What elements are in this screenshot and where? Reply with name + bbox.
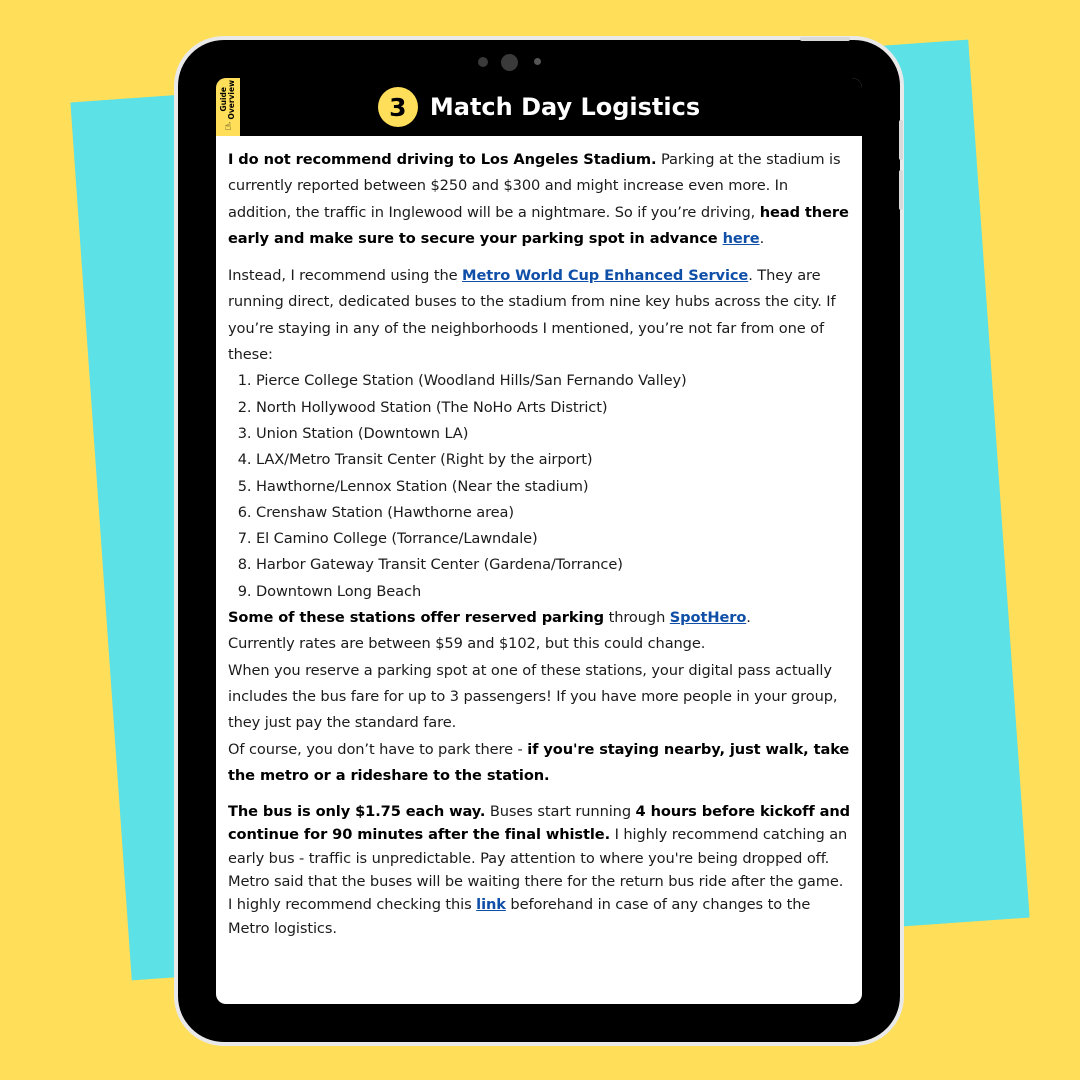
parking-here-link[interactable]: here — [722, 229, 760, 247]
tablet-screen — [216, 78, 862, 1004]
light-sensor — [534, 58, 541, 65]
paragraph-nearby — [228, 737, 850, 790]
driving-end: . — [759, 229, 765, 247]
list-item: 4. LAX/Metro Transit Center (Right by the airport) — [256, 447, 850, 473]
camera-bar — [178, 54, 900, 70]
section-header — [216, 78, 862, 136]
bus-hours-bold: 4 hours before kickoff and continue for 90 minutes after the final whistle. — [228, 803, 851, 844]
camera-lens — [501, 54, 518, 71]
bus-price-bold: The bus is only $1.75 each way. — [228, 803, 486, 821]
nearby-bold: if you're staying nearby, just walk, take the metro or a rideshare to the station. — [228, 740, 850, 784]
article-content — [216, 136, 862, 940]
paragraph-metro — [228, 263, 850, 368]
list-item: 3. Union Station (Downtown LA) — [256, 421, 850, 447]
metro-service-link[interactable]: Metro World Cup Enhanced Service — [462, 267, 749, 285]
nearby-text: Of course, you don’t have to park there - — [228, 740, 528, 758]
metro-logistics-link[interactable]: link — [476, 896, 506, 914]
metro-text-before: Instead, I recommend using the — [228, 267, 463, 285]
driving-text: Parking at the stadium is currently reported between $250 and $300 and might increase even more. In addition, the traffic in Inglewood will be a nightmare. So if you’re driving, — [228, 151, 841, 221]
tablet-volume-down-button — [899, 170, 903, 210]
tablet-volume-up-button — [899, 120, 903, 160]
paragraph-rates: Currently rates are between $59 and $102, but this could change. — [228, 635, 706, 653]
reserved-parking-text: through — [604, 609, 670, 627]
metro-text-after: . They are running direct, dedicated buses to the stadium from nine key hubs across the city. If you’re staying in any of the neighborhoods I mentioned, you’re not far from one of these: — [228, 267, 836, 364]
paragraph-bus-schedule — [228, 800, 850, 940]
tablet-frame — [178, 40, 900, 1042]
page-title: Match Day Logistics — [429, 93, 701, 121]
bus-schedule-text2: I highly recommend catching an early bus - traffic is unpredictable. Pay attention to where you're being dropped off. Metro said that the buses will be waiting there for the return bus ride after the game. I highly recommend checking this — [228, 826, 848, 914]
pointing-hand-icon: ☝ — [224, 119, 232, 133]
list-item: 7. El Camino College (Torrance/Lawndale) — [256, 526, 850, 552]
hub-list — [228, 368, 850, 605]
list-item: 2. North Hollywood Station (The NoHo Arts District) — [256, 395, 850, 421]
bus-schedule-text3: beforehand in case of any changes to the Metro logistics. — [228, 896, 811, 937]
paragraph-bus-fare-pass: When you reserve a parking spot at one of these stations, your digital pass actually includes the bus fare for up to 3 passengers! If you have more people in your group, they just pay the standard fare. — [228, 661, 838, 732]
spothero-link[interactable]: SpotHero — [669, 609, 747, 627]
guide-overview-label — [220, 80, 236, 120]
section-number-badge: 3 — [378, 87, 418, 127]
list-item: 9. Downtown Long Beach — [256, 579, 850, 605]
driving-bold-lead: I do not recommend driving to Los Angeles Stadium. — [228, 151, 657, 168]
reserved-parking-end: . — [746, 609, 751, 627]
list-item: 6. Crenshaw Station (Hawthorne area) — [256, 500, 850, 526]
paragraph-reserved-parking — [228, 605, 850, 631]
guide-label-line2: Overview — [227, 80, 236, 120]
reserved-parking-bold: Some of these stations offer reserved parking — [228, 609, 605, 627]
guide-overview-tab[interactable] — [216, 78, 240, 136]
list-item: 8. Harbor Gateway Transit Center (Gardena/Torrance) — [256, 552, 850, 578]
list-item: 5. Hawthorne/Lennox Station (Near the stadium) — [256, 474, 850, 500]
tablet-top-button — [800, 37, 850, 41]
bus-schedule-text1: Buses start running — [485, 803, 636, 821]
paragraph-driving — [228, 147, 850, 252]
sensor-dot — [478, 57, 488, 67]
driving-bold-tail: head there early and make sure to secure your parking spot in advance — [228, 203, 849, 247]
guide-label-line1: Guide — [219, 87, 228, 113]
list-item: 1. Pierce College Station (Woodland Hills/San Fernando Valley) — [256, 368, 850, 394]
